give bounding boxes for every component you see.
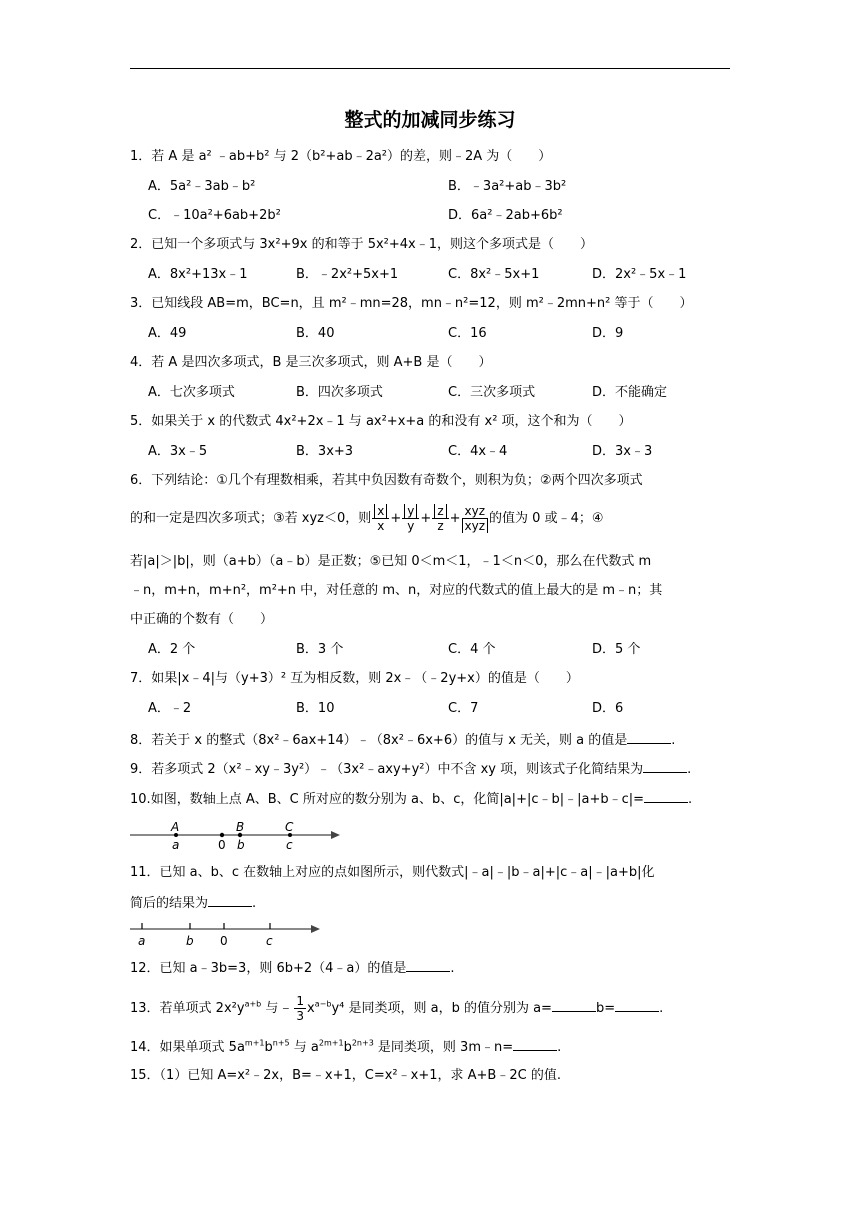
question-8: 8．若关于 x 的整式（8x²﹣6ax+14）﹣（8x²﹣6x+6）的值与 x 无关，则 a 的值是 . [130,730,675,750]
q1-option-c[interactable]: C．﹣10a²+6ab+2b² [148,208,281,223]
answer-blank-a[interactable] [552,998,596,1012]
answer-blank[interactable] [643,759,687,773]
fraction-xyz: $\frac{\text{xyz}}{\text{xyz}}$ [462,504,489,533]
header-rule [130,68,730,69]
q2-option-a[interactable]: A．8x²+13x﹣1 [148,267,248,282]
q6-option-c[interactable]: C．4 个 [448,642,496,657]
label-a: a [172,838,180,852]
q4-option-c[interactable]: C．三次多项式 [448,385,536,400]
q3-option-d[interactable]: D．9 [592,326,624,341]
q7-option-d[interactable]: D．6 [592,701,624,716]
q3-option-b[interactable]: B．40 [296,326,335,341]
number-line-figure-11 [128,918,324,952]
label-a: a [138,934,146,948]
question-11-line-1: 11．已知 a、b、c 在数轴上对应的点如图所示，则代数式|﹣a|﹣|b﹣a|+|c﹣a|﹣|a+b|化 [130,865,655,880]
question-10: 10.如图，数轴上点 A、B、C 所对应的数分别为 a、b、c，化简|a|+|c﹣b|﹣|a+b﹣c|= . [130,789,692,809]
fraction-one-third: $\frac{1}{3}$ [296,994,305,1023]
point-0 [220,833,224,837]
label-zero: 0 [218,838,226,852]
label-c: c [286,838,293,852]
q7-option-c[interactable]: C．7 [448,701,479,716]
q4-option-d[interactable]: D．不能确定 [592,385,668,400]
label-A: A [171,820,180,834]
q3-option-c[interactable]: C．16 [448,326,487,341]
label-C: C [285,820,294,834]
answer-blank[interactable] [644,789,688,803]
question-15: 15．（1）已知 A=x²﹣2x，B=﹣x+1，C=x²﹣x+1，求 A+B﹣2C 的值. [130,1068,561,1083]
label-c: c [266,934,273,948]
q2-option-b[interactable]: B．﹣2x²+5x+1 [296,267,399,282]
label-b: b [186,934,194,948]
q3-option-a[interactable]: A．49 [148,326,187,341]
answer-blank-b[interactable] [615,998,659,1012]
answer-blank[interactable] [208,893,252,907]
question-3: 3．已知线段 AB=m，BC=n，且 m²﹣mn=28，mn﹣n²=12，则 m²﹣2mn+n² 等于（ ） [130,296,693,311]
question-6-line-2: 的和一定是四次多项式；③若 xyz＜0，则 $\frac{x}{x}$ + $\frac{y}{y}$ + $\frac{z}{z}$ + $\frac{\text{xyz}}{\text{xyz}}$ 的值为 0 或﹣4；④ [130,504,604,533]
q5-option-c[interactable]: C．4x﹣4 [448,444,508,459]
q7-option-b[interactable]: B．10 [296,701,335,716]
q1-option-d[interactable]: D．6a²﹣2ab+6b² [448,208,563,223]
page-title: 整式的加减同步练习 [344,109,516,131]
question-6-line-4: ﹣n，m+n，m+n²，m²+n 中，对任意的 m、n，对应的代数式的值上最大的是 m﹣n；其 [130,583,663,598]
q5-option-a[interactable]: A．3x﹣5 [148,444,208,459]
q5-option-d[interactable]: D．3x﹣3 [592,444,653,459]
fraction-x: $\frac{x}{x}$ [372,504,389,533]
q1-option-b[interactable]: B．﹣3a²+ab﹣3b² [448,179,567,194]
question-12: 12．已知 a﹣3b=3，则 6b+2（4﹣a）的值是 . [130,958,455,978]
label-B: B [236,820,245,834]
question-5: 5．如果关于 x 的代数式 4x²+2x﹣1 与 ax²+x+a 的和没有 x² 项，这个和为（ ） [130,414,632,429]
question-13: 13．若单项式 $2x^2y^{a+b}$ 与﹣ $\frac{1}{3}$ $x^{a-b}y^4$ 是同类项，则 a，b 的值分别为 a= b= . [130,994,664,1023]
number-line-figure-10 [128,815,344,855]
q4-option-a[interactable]: A．七次多项式 [148,385,235,400]
q6-option-d[interactable]: D．5 个 [592,642,641,657]
question-14: 14．如果单项式 $5a^{m+1}b^{n+5}$ 与 $a^{2m+1}b^{2n+3}$ 是同类项，则 3m﹣n= . [130,1038,562,1055]
q6-option-a[interactable]: A．2 个 [148,642,196,657]
answer-blank[interactable] [513,1037,557,1051]
question-9: 9．若多项式 2（x²﹣xy﹣3y²）﹣（3x²﹣axy+y²）中不含 xy 项，则该式子化简结果为 . [130,759,691,779]
q2-option-d[interactable]: D．2x²﹣5x﹣1 [592,267,687,282]
answer-blank[interactable] [627,730,671,744]
question-1: 1．若 A 是 a² ﹣ab+b² 与 2（b²+ab﹣2a²）的差，则﹣2A 为（ ） [130,149,552,164]
question-4: 4．若 A 是四次多项式，B 是三次多项式，则 A+B 是（ ） [130,355,492,370]
label-b: b [237,838,245,852]
question-6-line-3: 若|a|＞|b|，则（a+b）（a﹣b）是正数；⑤已知 0＜m＜1，﹣1＜n＜0，那么在代数式 m [130,554,652,569]
label-zero: 0 [220,934,228,948]
q2-option-c[interactable]: C．8x²﹣5x+1 [448,267,540,282]
q4-option-b[interactable]: B．四次多项式 [296,385,383,400]
q7-option-a[interactable]: A．﹣2 [148,701,192,716]
fraction-z: $\frac{z}{z}$ [432,504,448,533]
answer-blank[interactable] [406,958,450,972]
fraction-y: $\frac{y}{y}$ [402,504,419,533]
question-6-line-5: 中正确的个数有（ ） [130,612,274,627]
question-11-line-2: 简后的结果为 . [130,893,256,913]
q6-option-b[interactable]: B．3 个 [296,642,344,657]
question-6-line-1: 6．下列结论：①几个有理数相乘，若其中负因数有奇数个，则积为负；②两个四次多项式 [130,473,643,488]
q1-option-a[interactable]: A．5a²﹣3ab﹣b² [148,179,256,194]
question-2: 2．已知一个多项式与 3x²+9x 的和等于 5x²+4x﹣1，则这个多项式是（ ） [130,237,594,252]
q5-option-b[interactable]: B．3x+3 [296,444,354,459]
question-7: 7．如果|x﹣4|与（y+3）² 互为相反数，则 2x﹣（﹣2y+x）的值是（ ） [130,671,579,686]
